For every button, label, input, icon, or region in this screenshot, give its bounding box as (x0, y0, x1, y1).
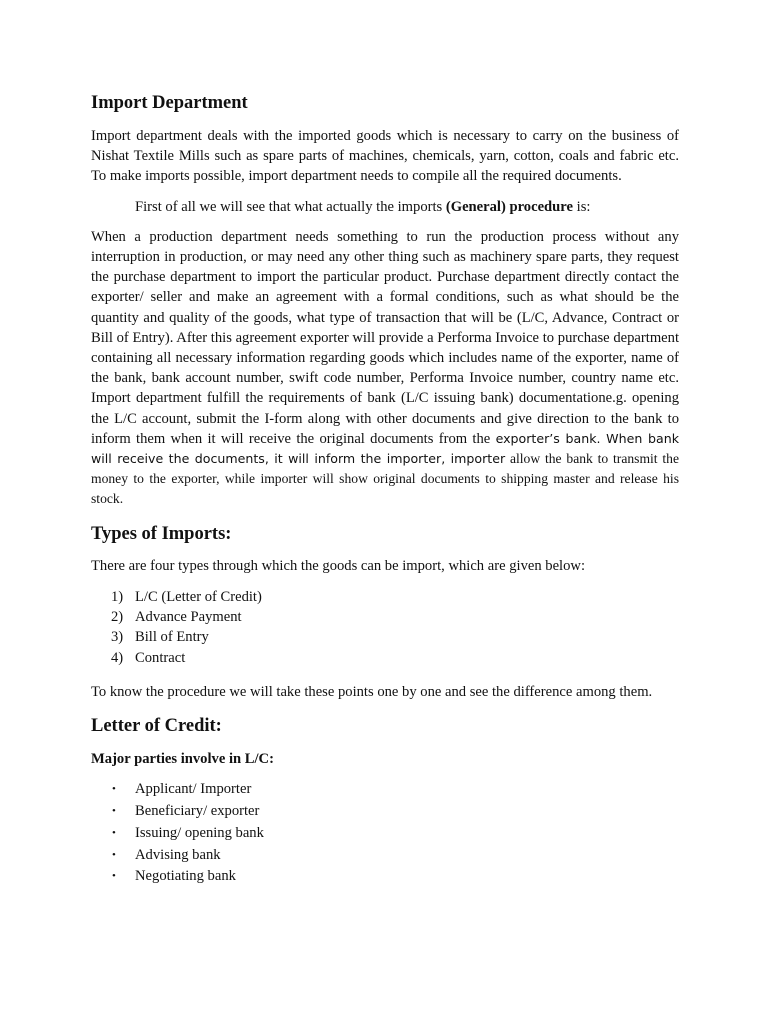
heading-letter-of-credit: Letter of Credit: (91, 716, 222, 737)
list-number: 4) (111, 649, 124, 666)
list-item-label: Applicant/ Importer (135, 781, 252, 798)
list-number: 3) (111, 629, 124, 646)
list-item (91, 779, 679, 801)
list-item (91, 587, 679, 607)
procedure-body-sans-run: exporter’s bank. When bank will receive the documents, it will inform the importer, importer (91, 430, 679, 467)
paragraph-types-intro: There are four types through which the goods can be import, which are given below: (91, 557, 586, 574)
procedure-body-main: When a production department needs something to run the production process without any interruption in production, or may need any other thing such as machinery spare parts, they request the purchase department to import the particular product. Purchase department directly contact the exporter/ seller and make an agreement with a formal conditions, such as what should be the quantity and quality of the goods, what type of transaction that will be (L/C, Advance, Contract or Bill of Entry). After this agreement exporter will provide a Performa Invoice to purchase department containing all necessary information regarding goods which includes name of the exporter, name of the bank, bank account number, swift code number, Performa Invoice number, country name etc. Import department fulfill the requirements of bank (L/C issuing bank) documentatione.g. opening the L/C account, submit the I-form along with other documents and give direction to the bank to inform them when it will receive the original documents from the (91, 228, 679, 447)
procedure-body-small-run: allow the bank to transmit the money to the exporter, while importer will show original documents to shipping master and release his stock. (91, 451, 679, 507)
list-item (91, 627, 679, 647)
paragraph-general-procedure (91, 197, 679, 217)
list-number: 1) (111, 588, 124, 605)
list-item-label: Negotiating bank (135, 868, 236, 885)
document-page (91, 90, 679, 888)
list-item-label: Bill of Entry (135, 629, 209, 646)
list-item (91, 648, 679, 668)
list-item-label: Advising bank (135, 846, 221, 863)
list-item (91, 801, 679, 823)
list-item (91, 845, 679, 867)
list-item-label: Issuing/ opening bank (135, 824, 264, 841)
bullet-icon: • (112, 805, 116, 818)
general-procedure-text-post: is: (573, 198, 591, 215)
list-item-label: Beneficiary/ exporter (135, 803, 260, 820)
paragraph-procedure-body (91, 227, 679, 510)
general-procedure-bold: (General) procedure (445, 198, 573, 215)
paragraph-import-intro: Import department deals with the imported goods which is necessary to carry on the business of Nishat Textile Mills such as spare parts of machines, chemicals, yarn, cotton, coals and fabric etc. To make imports possible, import department needs to compile all the required documents. (91, 128, 679, 185)
general-procedure-text-pre: First of all we will see that what actually the imports (135, 198, 446, 215)
list-item (91, 866, 679, 888)
list-item-label: L/C (Letter of Credit) (135, 588, 262, 605)
bullet-icon: • (112, 783, 116, 796)
bullet-icon: • (112, 848, 116, 861)
paragraph-types-outro: To know the procedure we will take these points one by one and see the difference among them. (91, 684, 653, 701)
heading-import-department: Import Department (91, 93, 248, 113)
import-types-list (91, 587, 679, 668)
subheading-major-parties: Major parties involve in L/C: (91, 751, 274, 768)
list-item (91, 607, 679, 627)
list-item-label: Contract (135, 649, 186, 666)
list-number: 2) (111, 609, 124, 626)
heading-types-of-imports: Types of Imports: (91, 523, 232, 544)
list-item (91, 823, 679, 845)
list-item-label: Advance Payment (135, 609, 242, 626)
major-parties-list (91, 779, 679, 888)
bullet-icon: • (112, 826, 116, 839)
bullet-icon: • (112, 870, 116, 883)
